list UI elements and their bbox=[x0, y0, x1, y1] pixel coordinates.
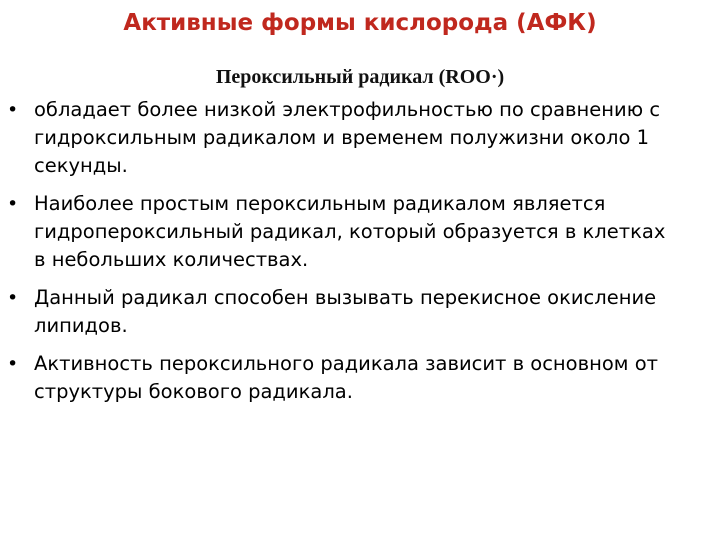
bullet-text: обладает более низкой электрофильностью по сравнению с гидроксильным радикалом и временем полужизни около 1 секунды. bbox=[34, 98, 661, 177]
slide-title: Активные формы кислорода (АФК) bbox=[123, 10, 597, 36]
bullet-text: Наиболее простым пероксильным радикалом является гидропероксильный радикал, который образуется в клетках в небольших количествах. bbox=[34, 192, 666, 271]
bullet-list bbox=[0, 96, 720, 416]
bullet-item bbox=[0, 284, 720, 340]
bullet-item bbox=[0, 96, 720, 180]
bullet-text: Активность пероксильного радикала зависит в основном от структуры бокового радикала. bbox=[34, 352, 658, 403]
bullet-icon: • bbox=[7, 287, 19, 309]
bullet-icon: • bbox=[7, 353, 19, 375]
bullet-icon: • bbox=[7, 193, 19, 215]
slide-subtitle: Пероксильный радикал (ROO·) bbox=[215, 66, 505, 88]
bullet-item bbox=[0, 350, 720, 406]
bullet-icon: • bbox=[7, 99, 19, 121]
bullet-item bbox=[0, 190, 720, 274]
bullet-text: Данный радикал способен вызывать перекисное окисление липидов. bbox=[34, 286, 657, 337]
